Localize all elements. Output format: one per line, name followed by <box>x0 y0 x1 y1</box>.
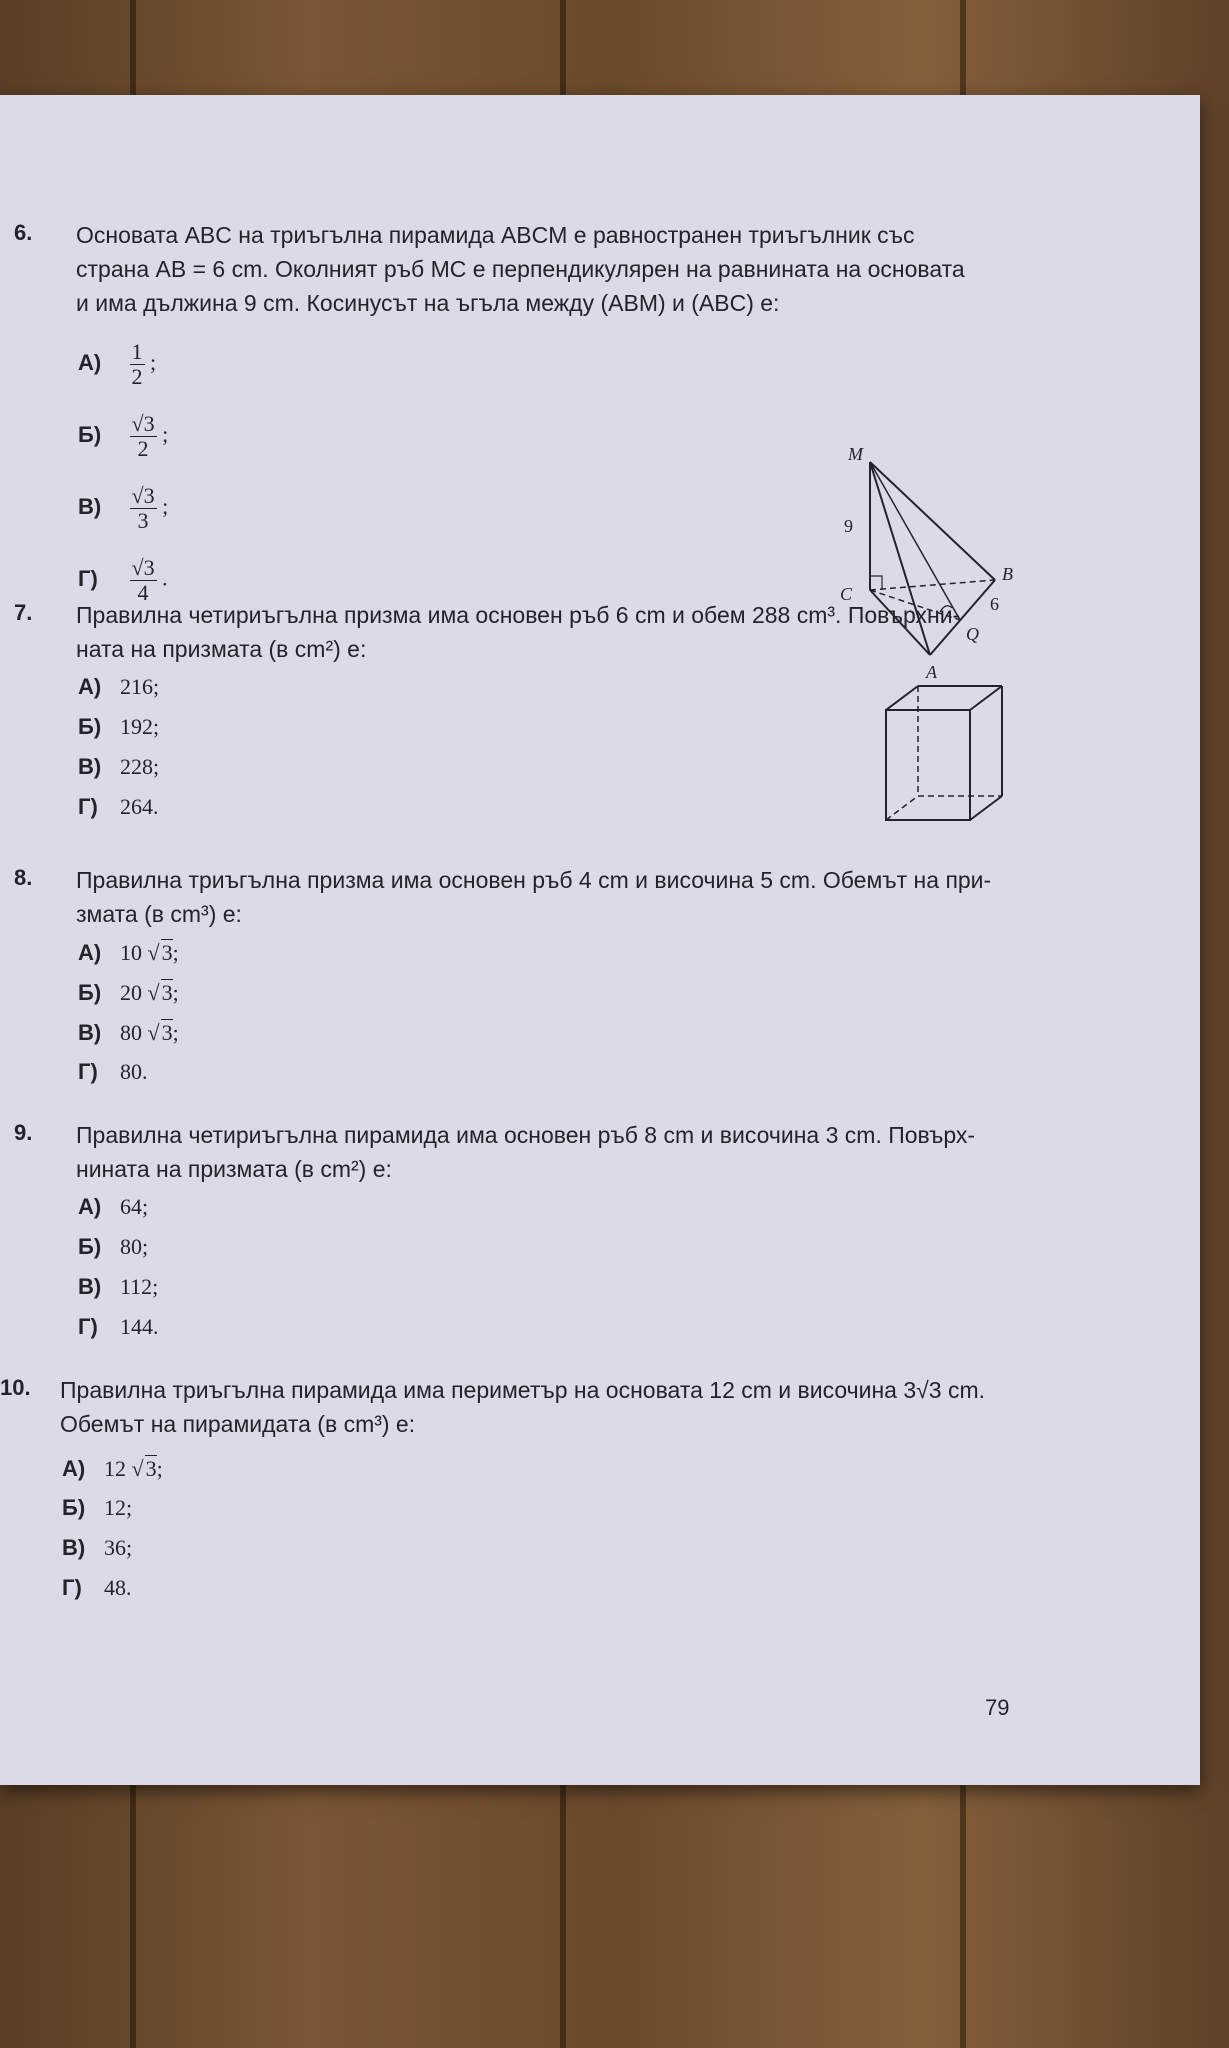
option-label: Г) <box>78 794 98 819</box>
fraction <box>130 484 157 533</box>
option-radicand: 3 <box>145 1456 157 1481</box>
denominator: 2 <box>137 436 149 461</box>
problem-line: страна AB = 6 cm. Околният ръб MC е перпендикулярен на равнината на основата <box>76 256 965 282</box>
answer-option[interactable]: А) 10 √3; <box>78 940 179 965</box>
prism-figure <box>880 680 1020 830</box>
problem-text <box>76 218 1026 320</box>
problem-line: нината на призмата (в cm²) е: <box>76 1156 392 1182</box>
denominator: 2 <box>131 364 143 389</box>
answer-option[interactable]: А) 12 √3; <box>62 1456 163 1481</box>
problem-number: 7. <box>14 600 33 625</box>
option-label: Б) <box>78 980 102 1005</box>
option-label: А) <box>62 1456 86 1481</box>
option-tail: ; <box>172 980 179 1005</box>
prism-edge <box>970 796 1002 820</box>
option-label: Г) <box>78 565 98 591</box>
label-q: Q <box>966 624 979 644</box>
fraction <box>130 340 145 389</box>
option-value: 112; <box>120 1274 159 1299</box>
problem-line: змата (в cm³) е: <box>76 901 242 927</box>
problem-number: 8. <box>14 865 33 890</box>
option-label: В) <box>78 493 102 519</box>
answer-option[interactable] <box>78 674 159 714</box>
answer-option[interactable] <box>78 1314 159 1354</box>
option-value: 36; <box>104 1535 133 1560</box>
option-tail: ; <box>162 493 169 519</box>
option-label: В) <box>62 1535 86 1560</box>
numerator: 1 <box>131 339 143 364</box>
label-m: M <box>848 444 863 464</box>
option-value: 264. <box>120 794 159 819</box>
option-value: 80. <box>120 1059 148 1084</box>
answer-option[interactable] <box>78 714 159 754</box>
answer-options <box>78 674 159 834</box>
problem-line: и има дължина 9 cm. Косинусът на ъгъла между (ABM) и (ABC) е: <box>76 290 780 316</box>
option-value: 48. <box>104 1575 132 1600</box>
problem-text <box>76 598 1026 666</box>
answer-option[interactable]: В) 80 √3; <box>78 1020 179 1045</box>
option-label: Б) <box>78 714 102 739</box>
option-tail: ; <box>162 421 169 447</box>
option-label: Б) <box>78 421 102 447</box>
numerator: √3 <box>131 411 155 436</box>
problem-number: 10. <box>0 1375 31 1400</box>
answer-option[interactable] <box>78 1234 159 1274</box>
option-label: В) <box>78 754 102 779</box>
option-value: 80; <box>120 1234 149 1259</box>
edge-cb <box>870 580 995 590</box>
textbook-page <box>0 95 1200 1785</box>
option-value: 228; <box>120 754 160 779</box>
fraction <box>130 412 157 461</box>
option-label: Г) <box>62 1575 82 1600</box>
option-tail: ; <box>156 1456 163 1481</box>
numerator: √3 <box>131 555 155 580</box>
denominator: 3 <box>137 508 149 533</box>
option-radicand: 3 <box>161 1020 173 1045</box>
option-coefficient: 20 <box>120 980 142 1005</box>
option-label: А) <box>78 940 102 965</box>
problem-line: ната на призмата (в cm²) е: <box>76 636 367 662</box>
option-label: Г) <box>78 1314 98 1339</box>
answer-option[interactable] <box>78 1194 159 1234</box>
prism-hidden-edge <box>886 796 918 820</box>
answer-options <box>78 1194 159 1354</box>
right-angle-mark <box>870 576 882 590</box>
answer-option[interactable] <box>78 484 168 556</box>
option-label: Б) <box>62 1495 86 1520</box>
answer-option[interactable] <box>78 1059 179 1099</box>
answer-option[interactable] <box>62 1495 163 1535</box>
answer-option[interactable] <box>78 794 159 834</box>
prism-edge <box>970 686 1002 710</box>
problem-number: 9. <box>14 1120 33 1145</box>
problem-line: Основата ABC на триъгълна пирамида ABCM е равностранен триъгълник със <box>76 222 915 248</box>
option-tail: ; <box>150 349 157 375</box>
answer-options <box>62 1455 163 1615</box>
option-label: А) <box>78 349 102 375</box>
problem-line: Обемът на пирамидата (в cm³) е: <box>60 1411 416 1437</box>
denominator: 4 <box>137 580 149 605</box>
option-value: 216; <box>120 674 160 699</box>
option-label: А) <box>78 674 102 699</box>
option-radicand: 3 <box>161 980 173 1005</box>
answer-option[interactable] <box>78 340 168 412</box>
problem-line: Правилна триъгълна призма има основен ръб 4 cm и височина 5 cm. Обемът на при- <box>76 867 992 893</box>
option-coefficient: 12 <box>104 1456 126 1481</box>
label-a: A <box>926 662 937 682</box>
answer-option[interactable] <box>78 1274 159 1314</box>
label-side: 6 <box>990 594 999 614</box>
option-coefficient: 80 <box>120 1020 142 1045</box>
answer-options <box>78 939 179 1099</box>
problem-text <box>76 863 1026 931</box>
option-label: В) <box>78 1020 102 1045</box>
segment-mq <box>870 462 960 620</box>
option-radicand: 3 <box>161 940 173 965</box>
label-c: C <box>840 584 853 604</box>
answer-option[interactable] <box>62 1535 163 1575</box>
answer-option[interactable] <box>78 754 159 794</box>
option-label: А) <box>78 1194 102 1219</box>
page-number: 79 <box>985 1695 1010 1720</box>
option-label: Б) <box>78 1234 102 1259</box>
option-tail: . <box>162 565 168 591</box>
option-value: 192; <box>120 714 160 739</box>
answer-options <box>78 340 168 628</box>
label-b: B <box>1002 564 1013 584</box>
option-label: Г) <box>78 1059 98 1084</box>
option-tail: ; <box>172 940 179 965</box>
option-value: 12; <box>104 1495 133 1520</box>
problem-text <box>60 1373 1060 1441</box>
prism-edge <box>886 686 918 710</box>
answer-option[interactable] <box>78 412 168 484</box>
numerator: √3 <box>131 483 155 508</box>
option-value: 144. <box>120 1314 159 1339</box>
option-tail: ; <box>172 1020 179 1045</box>
problem-text <box>76 1118 1026 1186</box>
problem-line: Правилна четириъгълна призма има основен ръб 6 cm и обем 288 cm³. Повърхни- <box>76 602 961 628</box>
prism-front-face <box>886 710 970 820</box>
problem-line: Правилна триъгълна пирамида има периметър на основата 12 cm и височина 3√3 cm. <box>60 1377 986 1403</box>
option-label: В) <box>78 1274 102 1299</box>
answer-option[interactable]: Б) 20 √3; <box>78 980 179 1005</box>
label-height: 9 <box>844 516 853 536</box>
problem-line: Правилна четириъгълна пирамида има основен ръб 8 cm и височина 3 cm. Повърх- <box>76 1122 976 1148</box>
problem-number: 6. <box>14 220 33 245</box>
option-value: 64; <box>120 1194 149 1219</box>
answer-option[interactable] <box>62 1575 163 1615</box>
option-coefficient: 10 <box>120 940 142 965</box>
